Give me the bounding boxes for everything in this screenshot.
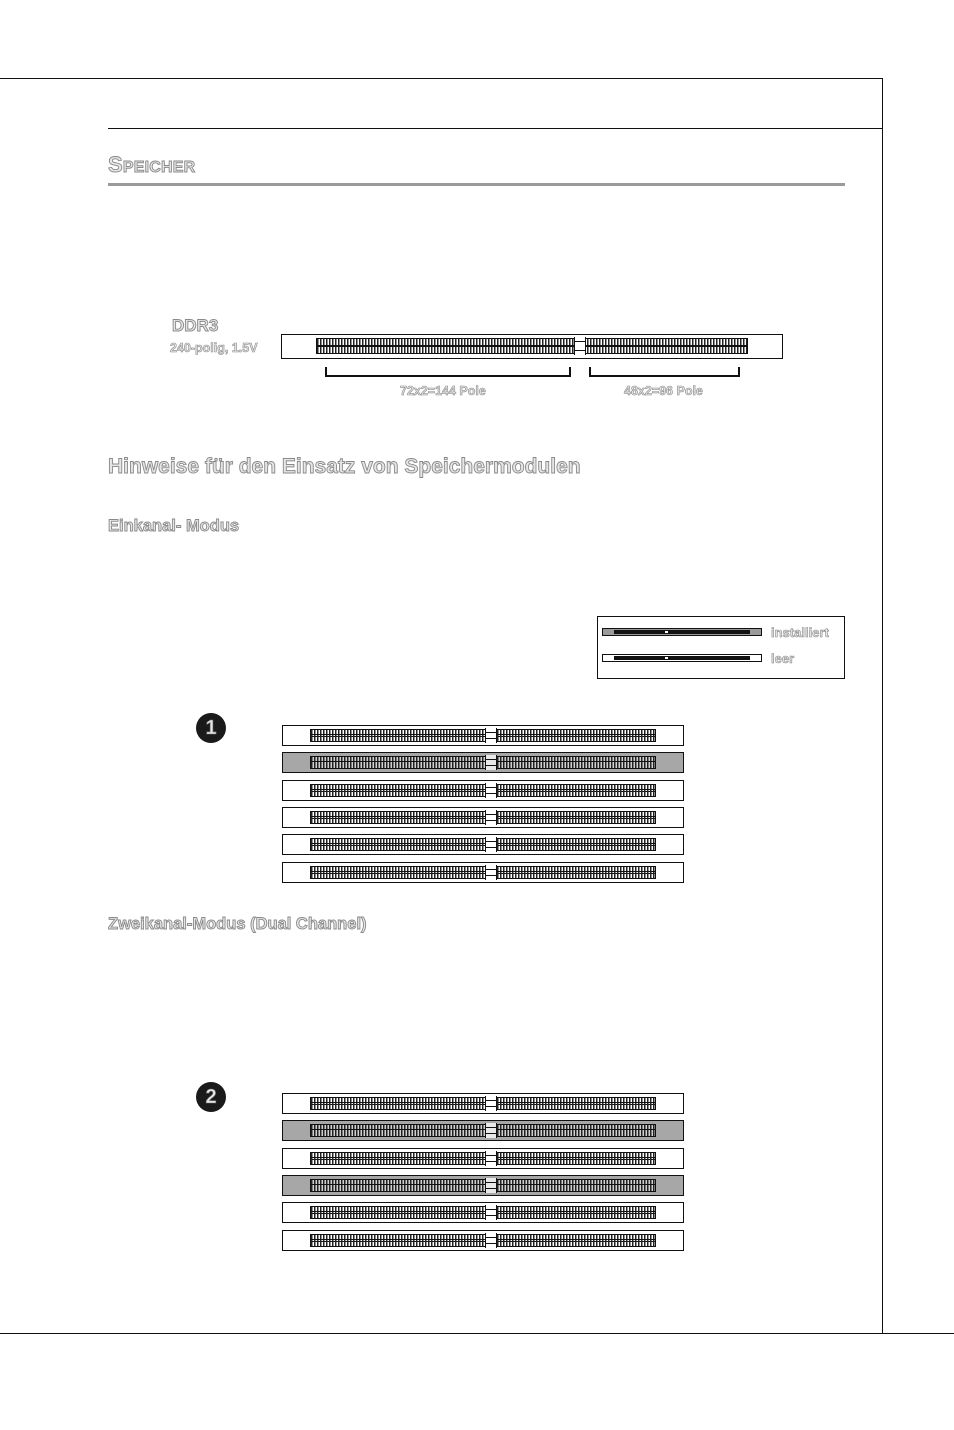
section-title (108, 152, 195, 178)
legend-installed-swatch (602, 628, 762, 636)
legend-box (597, 616, 845, 679)
diagram-2-number: 2 (196, 1082, 226, 1112)
page-bottom-rule (0, 1333, 954, 1334)
dimm-slot-5 (282, 1202, 684, 1223)
dimm-slot-2 (282, 752, 684, 773)
ddr-type-label: DDR3 (172, 316, 219, 335)
dimm-slot-1 (282, 1093, 684, 1114)
page-top-rule (0, 78, 883, 79)
dimm-slot-4 (282, 1175, 684, 1196)
ddr3-module-diagram (281, 334, 783, 359)
single-channel-heading: Einkanal- Modus (108, 517, 240, 535)
dimm-slot-3 (282, 780, 684, 801)
left-pins-label: 72x2=144 Pole (400, 384, 486, 398)
ddr-spec-label: 240-polig, 1.5V (170, 341, 258, 355)
left-pins-bracket (325, 367, 571, 377)
legend-empty-swatch (602, 654, 762, 662)
legend-empty-label: leer (771, 651, 795, 666)
section-title-initial: S (108, 152, 123, 177)
dimm-slot-5 (282, 834, 684, 855)
dual-channel-heading: Zweikanal-Modus (Dual Channel) (108, 915, 367, 933)
dimm-slot-3 (282, 1148, 684, 1169)
section-title-underline (108, 183, 845, 186)
page-right-rule (882, 78, 883, 1334)
right-pins-label: 48x2=96 Pole (624, 384, 703, 398)
dimm-slot-2 (282, 1120, 684, 1141)
right-pins-bracket (589, 367, 740, 377)
section-title-rest: PEICHER (122, 159, 196, 176)
dimm-slot-4 (282, 807, 684, 828)
dimm-slot-1 (282, 725, 684, 746)
dimm-slot-6 (282, 1230, 684, 1251)
header-rule (108, 128, 883, 129)
legend-installed-label: installiert (771, 625, 829, 640)
notes-heading: Hinweise für den Einsatz von Speichermodulen (108, 455, 581, 478)
diagram-1-number: 1 (196, 713, 226, 743)
dimm-slot-6 (282, 862, 684, 883)
